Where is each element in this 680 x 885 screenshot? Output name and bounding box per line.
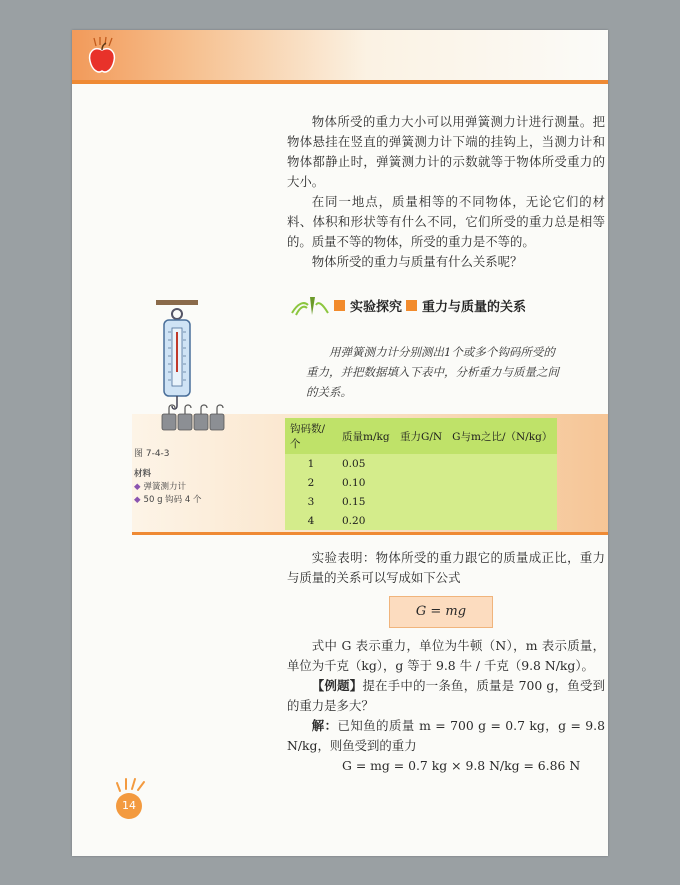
- table-header: 钩码数/个: [285, 418, 337, 454]
- solution-label: 解：: [311, 718, 338, 733]
- table-header: 质量m/kg: [337, 418, 395, 454]
- page-number-badge: [110, 775, 150, 819]
- apple-icon: [84, 36, 120, 76]
- materials-list: [134, 468, 201, 507]
- table-cell: 0.05: [342, 457, 366, 470]
- table-cell: 4: [307, 514, 315, 527]
- table-row: [285, 454, 557, 473]
- table-cell: [395, 492, 447, 511]
- section-title: 重力与质量的关系: [422, 299, 527, 315]
- formula-box: G = mg: [389, 596, 493, 628]
- table-cell: 1: [307, 457, 315, 470]
- table-row: [285, 511, 557, 530]
- conclusion-text: 实验表明：物体所受的重力跟它的质量成正比，重力与质量的关系可以写成如下公式: [287, 550, 605, 585]
- section-label: 实验探究: [350, 299, 403, 315]
- diamond-icon: ◆: [134, 482, 141, 492]
- table-cell: 2: [307, 476, 315, 489]
- formula-explanation: 式中 G 表示重力，单位为牛顿（N），m 表示质量，单位为千克（kg），g 等于 9.8 牛 / 千克（9.8 N/kg）。: [287, 638, 605, 673]
- paragraph-1: 物体所受的重力大小可以用弹簧测力计进行测量。把物体悬挂在竖直的弹簧测力计下端的挂钩上，当测力计和物体都静止时，弹簧测力计的示数就等于物体所受重力的大小。: [287, 114, 605, 189]
- materials-title: 材料: [134, 469, 152, 479]
- table-cell: 0.20: [342, 514, 366, 527]
- table-row: [285, 492, 557, 511]
- table-cell: [447, 473, 557, 492]
- table-cell: 0.10: [342, 476, 366, 489]
- header-rule: [72, 80, 608, 84]
- table-cell: 3: [307, 495, 315, 508]
- table-header-row: [285, 418, 557, 454]
- page-number: 14: [116, 793, 142, 819]
- spring-scale-illustration: [152, 298, 232, 448]
- table-header: 重力G/N: [395, 418, 447, 454]
- figure-caption: 图 7-4-3: [134, 449, 170, 459]
- paragraph-3: 物体所受的重力与质量有什么关系呢？: [311, 254, 523, 269]
- materials-item: ◆ 50 g 钩码 4 个: [134, 495, 202, 505]
- example-question: 【例题】提在手中的一条鱼，质量是 700 g，鱼受到的重力是多大？: [287, 678, 605, 713]
- table-cell: [395, 473, 447, 492]
- sparkle-icon: [114, 775, 148, 793]
- table-cell: [447, 492, 557, 511]
- orange-square-icon: [334, 300, 345, 311]
- table-cell: [395, 454, 447, 473]
- example-solution: 解：已知鱼的质量 m = 700 g = 0.7 kg，g = 9.8 N/kg，则鱼受到的重力: [287, 718, 605, 753]
- materials-item: ◆ 弹簧测力计: [134, 482, 187, 492]
- experiment-instruction: 用弹簧测力计分别测出1个或多个钩码所受的重力，并把数据填入下表中，分析重力与质量之间的关系。: [306, 345, 559, 399]
- data-table: [285, 418, 557, 530]
- experiment-band-rule: [132, 532, 608, 535]
- sprout-icon: [290, 293, 330, 317]
- table-header: G与m之比/（N/kg）: [447, 418, 557, 454]
- table-cell: [447, 511, 557, 530]
- section-heading: [290, 292, 526, 318]
- example-equation: G = mg = 0.7 kg × 9.8 N/kg = 6.86 N: [342, 758, 581, 773]
- table-cell: [447, 454, 557, 473]
- textbook-page: [72, 30, 608, 856]
- header-band: [72, 30, 608, 82]
- example-label: 【例题】: [311, 678, 363, 693]
- paragraph-2: 在同一地点，质量相等的不同物体，无论它们的材料、体积和形状等有什么不同，它们所受的重力总是相等的。质量不等的物体，所受的重力是不等的。: [287, 194, 605, 249]
- table-cell: [395, 511, 447, 530]
- diamond-icon: ◆: [134, 495, 141, 505]
- orange-square-icon: [406, 300, 417, 311]
- table-row: [285, 473, 557, 492]
- table-cell: 0.15: [342, 495, 366, 508]
